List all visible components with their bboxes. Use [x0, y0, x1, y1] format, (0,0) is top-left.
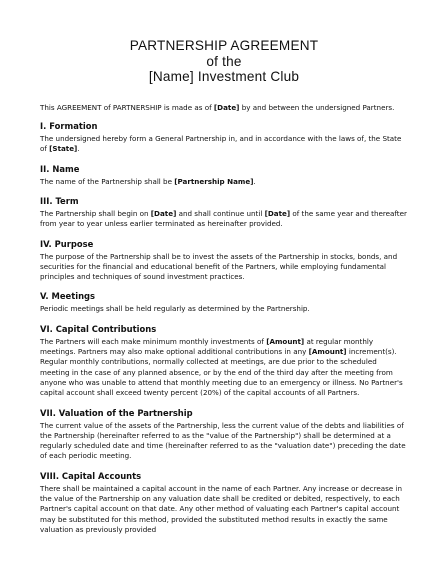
- section-body: The current value of the assets of the Partnership, less the current value of the debts and liabilities of the Partnership (hereinafter referred to as the "value of the Partnership") shall be determined at a regularly scheduled date and time (hereinafter referred to as the "valuation date") preceding the date of each periodic meeting.: [40, 420, 406, 461]
- section-heading: V. Meetings: [40, 291, 96, 302]
- section-heading: VIII. Capital Accounts: [40, 470, 142, 481]
- section-meetings: [40, 291, 408, 314]
- section-term: [40, 196, 408, 230]
- section-body: [40, 209, 408, 230]
- section-name: [40, 164, 408, 187]
- body-text: The Partners will each make minimum monthly investments of: [40, 336, 267, 346]
- intro-paragraph: [40, 103, 408, 113]
- title-line-2: of the: [206, 53, 242, 69]
- section-heading: IV. Purpose: [40, 238, 94, 249]
- end-date-placeholder: [Date]: [264, 208, 291, 218]
- section-valuation: [40, 408, 408, 462]
- section-body: The purpose of the Partnership shall be to invest the assets of the Partnership in stocks, bonds, and securities for the financial and educational benefit of the Partners, while employing fundamental principles and techniques of sound investment practices.: [40, 251, 398, 282]
- amount-placeholder: [Amount]: [266, 336, 305, 346]
- date-placeholder: [Date]: [213, 102, 240, 112]
- section-purpose: [40, 239, 408, 283]
- section-formation: [40, 121, 408, 155]
- section-heading: I. Formation: [40, 121, 98, 132]
- body-text-end: increment(s). Regular monthly contributions, normally collected at meetings, are due prior to the scheduled meeting in the case of any planned absence, or by the end of the third day after the meeting from anyone who was unable to attend that monthly meeting due to an emergency or illness. No Partner's capital account shall exceed twenty percent (20%) of the capital accounts of all Partners.: [40, 347, 403, 398]
- intro-text-end: by and between the undersigned Partners.: [239, 102, 395, 112]
- section-body: Periodic meetings shall be held regularly as determined by the Partnership.: [40, 304, 310, 314]
- section-body: [40, 337, 408, 399]
- partnership-name-placeholder: [Partnership Name]: [174, 176, 254, 186]
- body-text: at regular monthly meetings. Partners may also make optional additional contributions in any: [40, 336, 374, 357]
- body-text-end: .: [253, 176, 256, 186]
- title-line-1: PARTNERSHIP AGREEMENT: [129, 38, 319, 53]
- body-text: and shall continue until: [176, 208, 265, 218]
- section-capital-accounts: [40, 471, 408, 535]
- section-heading: VII. Valuation of the Partnership: [40, 407, 193, 418]
- body-text-end: .: [77, 144, 80, 154]
- state-placeholder: [State]: [49, 144, 78, 154]
- section-capital-contributions: [40, 324, 408, 399]
- title-line-3: [Name] Investment Club: [148, 69, 300, 85]
- section-heading: VI. Capital Contributions: [40, 323, 157, 334]
- document-title: [40, 38, 408, 85]
- body-text: The undersigned hereby form a General Partnership in, and in accordance with the laws of, the State of: [40, 134, 402, 154]
- body-text: The Partnership shall begin on: [40, 208, 151, 218]
- section-body: There shall be maintained a capital account in the name of each Partner. Any increase or decrease in the value of the Partnership on any valuation date shall be credited or debited, respectively, to each Partner's capital account on that date. Any other method of valuating each Partner's capital account may be substituted for this method, provided the substituted method results in exactly the same valuation as previously provided: [40, 483, 403, 534]
- section-heading: III. Term: [40, 195, 79, 206]
- section-body: [40, 177, 408, 187]
- section-body: [40, 134, 408, 155]
- amount-placeholder: [Amount]: [308, 347, 347, 357]
- body-text-end: of the same year and thereafter from year to year unless earlier terminated as hereinafter provided.: [40, 208, 407, 229]
- start-date-placeholder: [Date]: [150, 208, 177, 218]
- body-text: The name of the Partnership shall be: [40, 176, 175, 186]
- section-heading: II. Name: [40, 163, 80, 174]
- intro-text: This AGREEMENT of PARTNERSHIP is made as of: [40, 102, 214, 112]
